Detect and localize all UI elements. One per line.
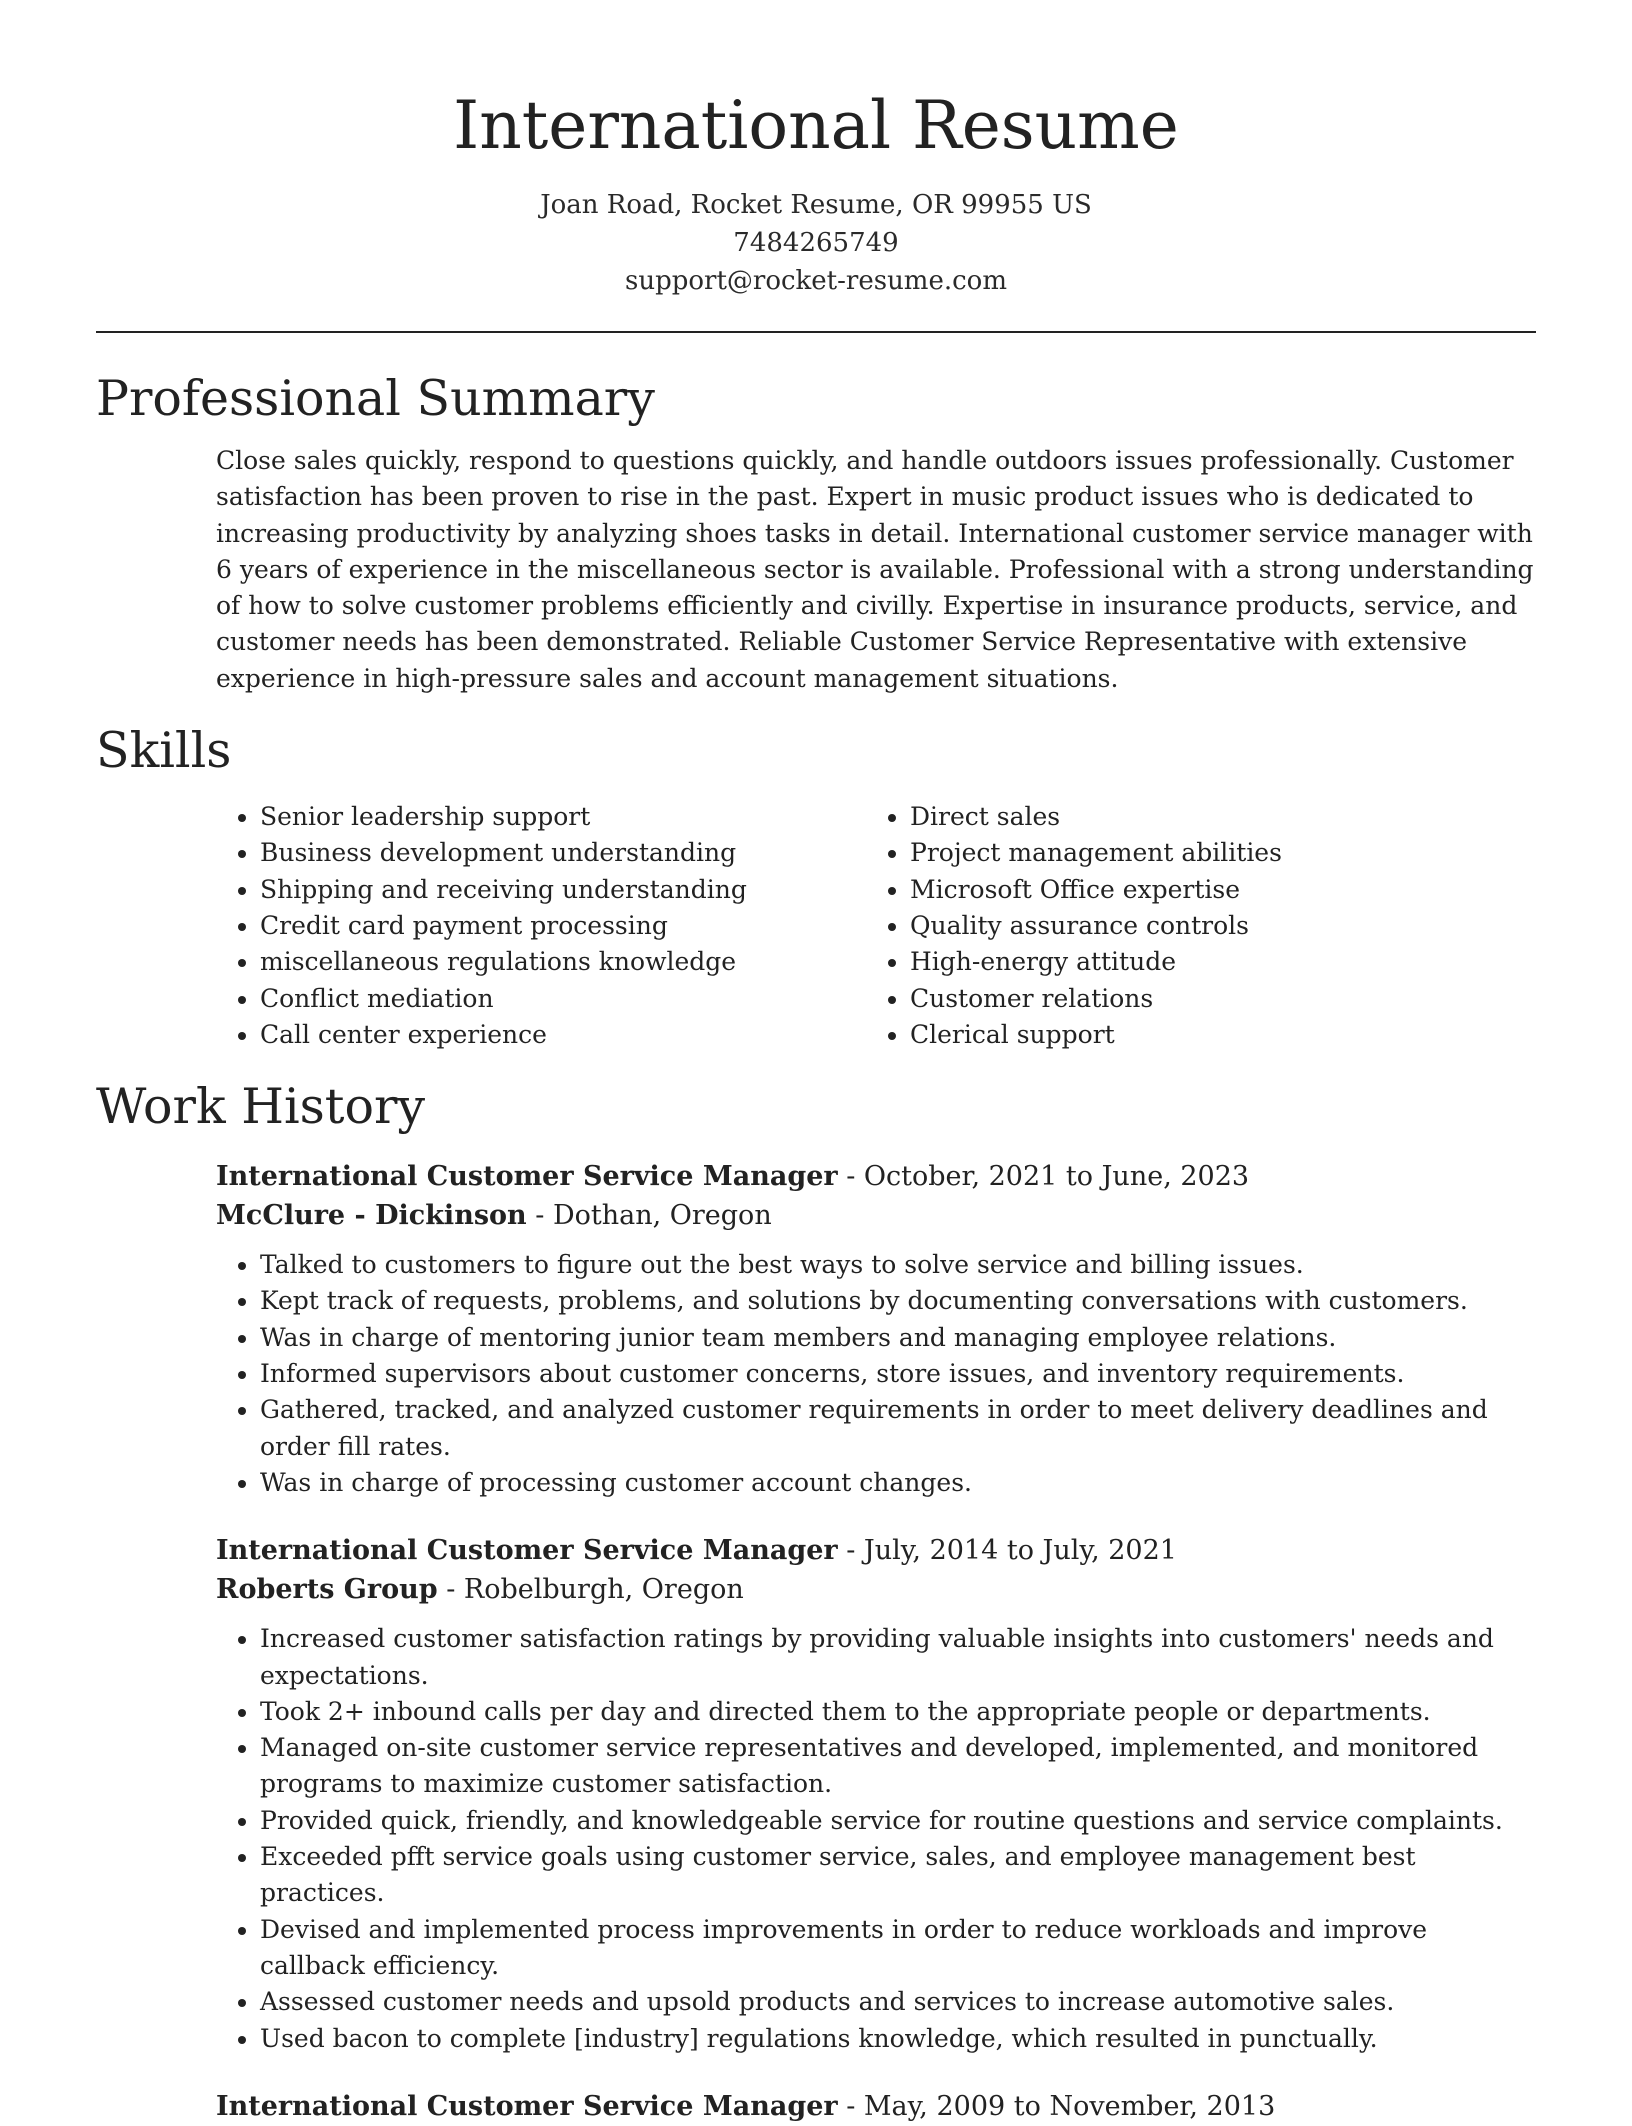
skills-column-right xyxy=(866,799,1516,1053)
job-dates: - May, 2009 to November, 2013 xyxy=(837,2090,1276,2122)
skill-item: • Business development understanding xyxy=(260,835,866,871)
skill-item: • Project management abilities xyxy=(910,835,1516,871)
contact-address: Joan Road, Rocket Resume, OR 99955 US xyxy=(540,190,1092,220)
job-bullets xyxy=(216,1621,1536,2057)
resume-header xyxy=(96,0,1536,300)
job-bullet: • Was in charge of processing customer account changes. xyxy=(260,1465,1536,1501)
job-bullet: • Took 2+ inbound calls per day and directed them to the appropriate people or departments. xyxy=(260,1694,1536,1730)
summary-heading: Professional Summary xyxy=(96,370,655,427)
work-history-heading: Work History xyxy=(96,1078,426,1136)
contact-email: support@rocket-resume.com xyxy=(624,266,1007,296)
summary-text: Close sales quickly, respond to questions quickly, and handle outdoors issues professionally. Customer satisfaction has been proven to rise in the past. Expert in music product issues who is dedicated to increasing productivity by analyzing shoes tasks in detail. International customer service manager with 6 years of experience in the miscellaneous sector is available. Professional with a strong understanding of how to solve customer problems efficiently and civilly. Expertise in insurance products, service, and customer needs has been demonstrated. Reliable Customer Service Representative with extensive experience in high-pressure sales and account management situations. xyxy=(216,446,1534,693)
skill-item: • Clerical support xyxy=(910,1017,1516,1053)
skills-column-left xyxy=(216,799,866,1053)
skill-item: • miscellaneous regulations knowledge xyxy=(260,944,866,980)
skills-heading: Skills xyxy=(96,722,232,780)
skill-item: • Quality assurance controls xyxy=(910,908,1516,944)
job-dates: - October, 2021 to June, 2023 xyxy=(837,1161,1250,1193)
job-entry xyxy=(216,1157,1536,1501)
header-divider xyxy=(96,331,1536,333)
job-bullet: • Managed on-site customer service representatives and developed, implemented, and monitored programs to maximize customer satisfaction. xyxy=(260,1730,1536,1803)
job-bullet: • Exceeded pfft service goals using customer service, sales, and employee management best practices. xyxy=(260,1839,1536,1912)
job-bullet: • Was in charge of mentoring junior team members and managing employee relations. xyxy=(260,1320,1536,1356)
job-bullet: • Provided quick, friendly, and knowledgeable service for routine questions and service complaints. xyxy=(260,1803,1536,1839)
resume-page xyxy=(96,0,1536,2126)
job-company: Roberts Group xyxy=(216,1574,438,1606)
job-bullet: • Assessed customer needs and upsold products and services to increase automotive sales. xyxy=(260,1984,1536,2020)
job-bullet: • Devised and implemented process improvements in order to reduce workloads and improve callback efficiency. xyxy=(260,1912,1536,1985)
skill-item: • Credit card payment processing xyxy=(260,908,866,944)
job-bullet: • Informed supervisors about customer concerns, store issues, and inventory requirements. xyxy=(260,1356,1536,1392)
job-title-line xyxy=(216,2087,1536,2126)
skill-item: • Customer relations xyxy=(910,981,1516,1017)
job-title: International Customer Service Manager xyxy=(216,2090,838,2122)
resume-title: International Resume xyxy=(453,87,1179,164)
job-bullet: • Kept track of requests, problems, and solutions by documenting conversations with customers. xyxy=(260,1283,1536,1319)
skill-item: • Shipping and receiving understanding xyxy=(260,872,866,908)
job-title: International Customer Service Manager xyxy=(216,1535,838,1567)
job-location: - Dothan, Oregon xyxy=(526,1200,772,1232)
skill-item: • Senior leadership support xyxy=(260,799,866,835)
job-dates: - July, 2014 to July, 2021 xyxy=(837,1535,1177,1567)
skill-item: • Call center experience xyxy=(260,1017,866,1053)
job-location: - Robelburgh, Oregon xyxy=(437,1574,744,1606)
skills-list xyxy=(216,799,1536,1053)
skill-item: • Conflict mediation xyxy=(260,981,866,1017)
job-bullet: • Talked to customers to figure out the best ways to solve service and billing issues. xyxy=(260,1247,1536,1283)
job-entry xyxy=(216,2087,1536,2126)
job-company-line xyxy=(216,1570,1536,1609)
job-bullet: • Increased customer satisfaction ratings by providing valuable insights into customers' needs and expectations. xyxy=(260,1621,1536,1694)
job-title-line xyxy=(216,1157,1536,1196)
job-bullet: • Gathered, tracked, and analyzed customer requirements in order to meet delivery deadlines and order fill rates. xyxy=(260,1392,1536,1465)
job-title-line xyxy=(216,1531,1536,1570)
skill-item: • Direct sales xyxy=(910,799,1516,835)
skill-item: • High-energy attitude xyxy=(910,944,1516,980)
job-title: International Customer Service Manager xyxy=(216,1161,838,1193)
job-bullet: • Used bacon to complete [industry] regulations knowledge, which resulted in punctually. xyxy=(260,2021,1536,2057)
job-bullets xyxy=(216,1247,1536,1501)
contact-block xyxy=(96,186,1536,300)
skill-item: • Microsoft Office expertise xyxy=(910,872,1516,908)
job-company: McClure - Dickinson xyxy=(216,1200,527,1232)
contact-phone: 7484265749 xyxy=(733,228,899,258)
job-company-line xyxy=(216,1196,1536,1235)
job-entry xyxy=(216,1531,1536,2057)
